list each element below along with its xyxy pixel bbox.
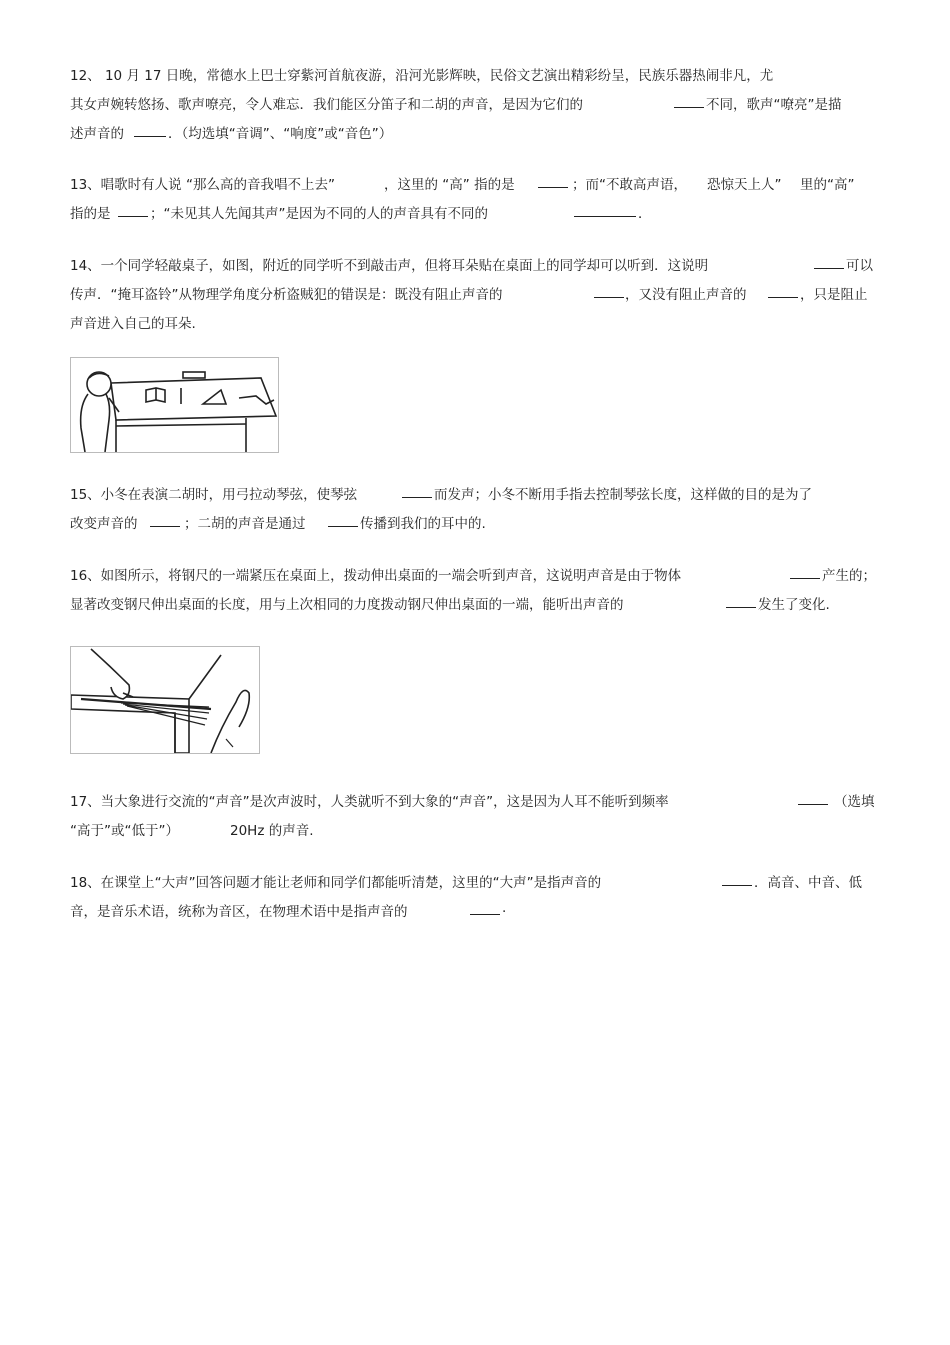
answer-blank[interactable] <box>538 173 568 188</box>
q15-line2-b: ；二胡的声音是通过 <box>184 516 306 532</box>
answer-blank[interactable] <box>768 283 798 298</box>
q18-line1-a: 18、在课堂上“大声”回答问题才能让老师和同学们都能听清楚，这里的“大声”是指声音的 <box>70 875 602 891</box>
q12-line3-start: 述声音的 <box>70 126 124 142</box>
q13-line2-a: 指的是 <box>70 206 111 222</box>
q17-line2-a: “高于”或“低于”） <box>70 823 179 839</box>
question-14 <box>70 254 880 334</box>
q16-line2-b: 发生了变化. <box>758 597 830 613</box>
answer-blank[interactable] <box>594 283 624 298</box>
answer-blank[interactable] <box>674 93 704 108</box>
q14-line2-c: ，只是阻止 <box>800 287 868 303</box>
q12-line2-start: 其女声婉转悠扬、歌声嘹亮，令人难忘．我们能区分笛子和二胡的声音，是因为它们的 <box>70 97 583 113</box>
q14-line2-b: ，又没有阻止声音的 <box>625 287 747 303</box>
q15-line2-c: 传播到我们的耳中的. <box>360 516 486 532</box>
question-12 <box>70 64 880 144</box>
q14-line3: 声音进入自己的耳朵. <box>70 316 196 332</box>
q13-line1-d: 恐惊天上人” <box>707 177 782 193</box>
q15-line1-a: 15、小冬在表演二胡时，用弓拉动琴弦，使琴弦 <box>70 487 358 503</box>
ruler-vibration-figure <box>70 646 260 754</box>
q16-line2-a: 显著改变钢尺伸出桌面的长度，用与上次相同的力度拨动钢尺伸出桌面的一端，能听出声音的 <box>70 597 624 613</box>
question-16 <box>70 564 880 614</box>
answer-blank[interactable] <box>574 202 636 217</box>
question-17 <box>70 790 880 840</box>
q18-line2-a: 音，是音乐术语，统称为音区，在物理术语中是指声音的 <box>70 904 408 920</box>
question-13 <box>70 173 880 223</box>
answer-blank[interactable] <box>726 593 756 608</box>
desk-listening-illustration <box>71 358 278 452</box>
q13-line2-c: ． <box>638 206 652 222</box>
q17-line1-b: （选填 <box>834 794 875 810</box>
q17-line2-b: 20Hz 的声音. <box>230 823 314 839</box>
q16-line1-b: 产生的； <box>822 568 876 584</box>
q12-line1: 12、 10 月 17 日晚，常德水上巴士穿紫河首航夜游，沿河光影辉映，民俗文艺演出精彩纷呈，民族乐器热闹非凡，尤 <box>70 68 774 84</box>
desk-listening-figure <box>70 357 279 453</box>
q14-line1-b: 可以 <box>846 258 873 274</box>
q17-line1-a: 17、当大象进行交流的“声音”是次声波时，人类就听不到大象的“声音”，这是因为人耳不能听到频率 <box>70 794 669 810</box>
q16-line1-a: 16、如图所示，将钢尺的一端紧压在桌面上，拨动伸出桌面的一端会听到声音，这说明声音是由于物体 <box>70 568 682 584</box>
q14-line1-a: 14、一个同学轻敲桌子，如图，附近的同学听不到敲击声，但将耳朵贴在桌面上的同学却可以听到．这说明 <box>70 258 709 274</box>
q18-line1-b: ．高音、中音、低 <box>754 875 862 891</box>
q14-line2-a: 传声．“掩耳盗铃”从物理学角度分析盗贼犯的错误是：既没有阻止声音的 <box>70 287 503 303</box>
q13-line1-a: 13、唱歌时有人说 “那么高的音我唱不上去” <box>70 177 335 193</box>
q12-line2-end: 不同，歌声“嘹亮”是描 <box>706 97 842 113</box>
question-15 <box>70 483 880 533</box>
answer-blank[interactable] <box>402 483 432 498</box>
answer-blank[interactable] <box>798 790 828 805</box>
answer-blank[interactable] <box>150 512 180 527</box>
answer-blank[interactable] <box>814 254 844 269</box>
q15-line1-b: 而发声；小冬不断用手指去控制琴弦长度，这样做的目的是为了 <box>434 487 812 503</box>
ruler-vibration-illustration <box>71 647 259 753</box>
answer-blank[interactable] <box>134 122 166 137</box>
q13-line1-e: 里的“高” <box>800 177 855 193</box>
q13-line1-b: ，这里的 “高” 指的是 <box>384 177 515 193</box>
answer-blank[interactable] <box>790 564 820 579</box>
question-18 <box>70 871 880 921</box>
q15-line2-a: 改变声音的 <box>70 516 138 532</box>
q18-line2-b: . <box>502 900 507 916</box>
answer-blank[interactable] <box>328 512 358 527</box>
q13-line1-c: ；而“不敢高声语， <box>572 177 687 193</box>
q13-line2-b: ；“未见其人先闻其声”是因为不同的人的声音具有不同的 <box>150 206 488 222</box>
answer-blank[interactable] <box>722 871 752 886</box>
answer-blank[interactable] <box>118 202 148 217</box>
q12-line3-end: ．（均选填“音调”、“响度”或“音色”） <box>168 126 393 142</box>
answer-blank[interactable] <box>470 900 500 915</box>
